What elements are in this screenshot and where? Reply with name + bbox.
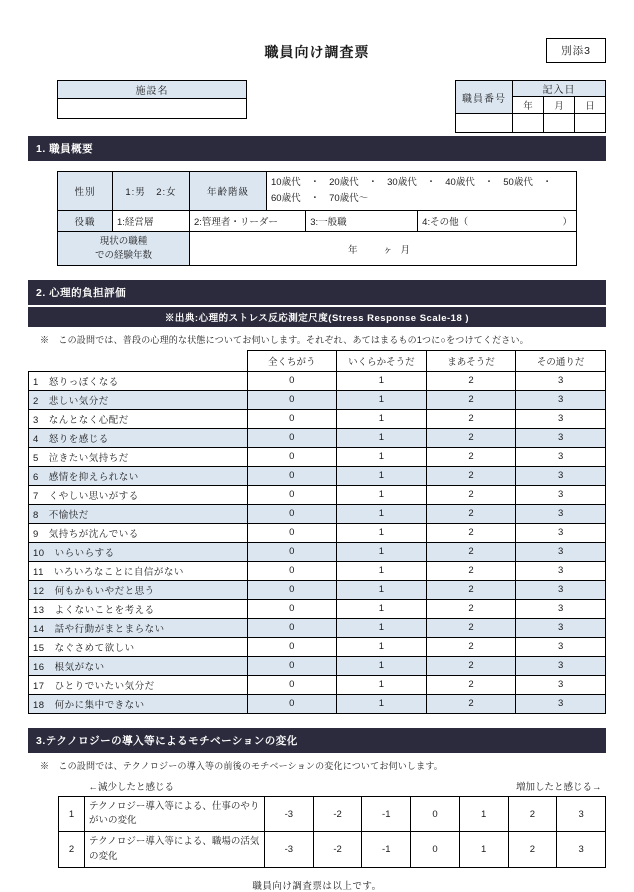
- table-row: [29, 390, 606, 409]
- answer-cell-3[interactable]: 3: [516, 428, 606, 447]
- answer-cell-0[interactable]: 0: [247, 694, 337, 713]
- answer-cell-3[interactable]: 3: [516, 466, 606, 485]
- row-number: 1: [59, 796, 85, 832]
- answer-cell-2[interactable]: 2: [426, 599, 516, 618]
- answer-cell-0[interactable]: 0: [247, 523, 337, 542]
- answer-cell-3[interactable]: 3: [516, 675, 606, 694]
- question-label: 6 感情を抑えられない: [29, 466, 248, 485]
- answer-cell-2[interactable]: 2: [426, 637, 516, 656]
- scale-cell--3[interactable]: -3: [265, 796, 314, 832]
- answer-cell-1[interactable]: 1: [337, 447, 427, 466]
- answer-cell-2[interactable]: 2: [426, 580, 516, 599]
- section-2-note: ※ この設問では、普段の心理的な状態についてお伺いします。それぞれ、あてはまるもの1つに○をつけてください。: [40, 334, 529, 345]
- role-option-4-close: ）: [562, 217, 572, 229]
- answer-cell-0[interactable]: 0: [247, 542, 337, 561]
- table-row: [29, 466, 606, 485]
- scale-cell-3[interactable]: 3: [557, 796, 606, 832]
- question-label: 10 いらいらする: [29, 542, 248, 561]
- entry-date-label: 記入日: [513, 81, 606, 97]
- date-year-input[interactable]: [513, 114, 544, 133]
- top-info-row: [0, 80, 634, 122]
- scale-cell-0[interactable]: 0: [411, 832, 460, 868]
- answer-cell-1[interactable]: 1: [337, 466, 427, 485]
- section-2-subtitle: ※出典:心理的ストレス反応測定尺度(Stress Response Scale-18 ): [28, 307, 606, 327]
- table-row: [29, 675, 606, 694]
- question-label: 16 根気がない: [29, 656, 248, 675]
- answer-cell-0[interactable]: 0: [247, 504, 337, 523]
- col-header-1: いくらかそうだ: [337, 350, 427, 371]
- footer-text: 職員向け調査票は以上です。: [252, 880, 382, 892]
- scale-header-row: [59, 776, 606, 797]
- question-label: 18 何かに集中できない: [29, 694, 248, 713]
- question-label: 9 気持ちが沈んでいる: [29, 523, 248, 542]
- answer-cell-1[interactable]: 1: [337, 561, 427, 580]
- question-label: 2 悲しい気分だ: [29, 390, 248, 409]
- answer-cell-3[interactable]: 3: [516, 390, 606, 409]
- answer-cell-0[interactable]: 0: [247, 561, 337, 580]
- row-number: 2: [59, 832, 85, 868]
- table-row: [29, 428, 606, 447]
- role-option-2[interactable]: 2:管理者・リーダー: [190, 211, 306, 232]
- answer-cell-1[interactable]: 1: [337, 428, 427, 447]
- table-row: [29, 618, 606, 637]
- table-row: [29, 561, 606, 580]
- scale-left-label: ←減少したと感じる: [88, 781, 175, 793]
- table-row: [29, 542, 606, 561]
- scale-cell--2[interactable]: -2: [313, 832, 362, 868]
- answer-cell-1[interactable]: 1: [337, 694, 427, 713]
- answer-cell-3[interactable]: 3: [516, 637, 606, 656]
- col-header-0: 全くちがう: [247, 350, 337, 371]
- gender-value[interactable]: 1:男 2:女: [113, 172, 190, 211]
- age-options[interactable]: [267, 172, 577, 211]
- question-label: 15 なぐさめて欲しい: [29, 637, 248, 656]
- answer-cell-0[interactable]: 0: [247, 428, 337, 447]
- question-label: 1 怒りっぽくなる: [29, 371, 248, 390]
- answer-cell-3[interactable]: 3: [516, 523, 606, 542]
- attachment-label: 別添3: [546, 38, 606, 63]
- scale-cell-1[interactable]: 1: [459, 796, 508, 832]
- question-label: 8 不愉快だ: [29, 504, 248, 523]
- answer-cell-1[interactable]: 1: [337, 390, 427, 409]
- section-1-heading: 1. 職員概要: [28, 136, 606, 161]
- answer-cell-3[interactable]: 3: [516, 447, 606, 466]
- question-col-header: [29, 350, 248, 371]
- answer-cell-2[interactable]: 2: [426, 675, 516, 694]
- stress-questions-table: [28, 350, 606, 714]
- answer-cell-3[interactable]: 3: [516, 504, 606, 523]
- question-label: 11 いろいろなことに自信がない: [29, 561, 248, 580]
- answer-cell-2[interactable]: 2: [426, 694, 516, 713]
- staff-overview-table: [57, 171, 577, 266]
- answer-cell-1[interactable]: 1: [337, 637, 427, 656]
- section-3-note: ※ この設問では、テクノロジーの導入等の前後のモチベーションの変化についてお伺いします。: [40, 760, 444, 771]
- question-label: 13 よくないことを考える: [29, 599, 248, 618]
- scale-cell-2[interactable]: 2: [508, 832, 557, 868]
- answer-cell-1[interactable]: 1: [337, 504, 427, 523]
- gender-label: 性別: [58, 172, 113, 211]
- scale-spacer-4: [362, 776, 411, 797]
- scale-spacer-2: [265, 776, 314, 797]
- role-option-4[interactable]: [418, 211, 577, 232]
- table-row: [29, 599, 606, 618]
- answer-cell-3[interactable]: 3: [516, 561, 606, 580]
- row-label: テクノロジー導入等による、仕事のやりがいの変化: [85, 796, 265, 832]
- answer-cell-2[interactable]: 2: [426, 542, 516, 561]
- experience-label-line2: での経験年数: [94, 249, 152, 261]
- scale-spacer-5: [411, 776, 460, 797]
- section-3-heading: 3.テクノロジーの導入等によるモチベーションの変化: [28, 728, 606, 753]
- table-row: [29, 447, 606, 466]
- date-unit-day: 日: [575, 97, 606, 114]
- answer-cell-0[interactable]: 0: [247, 675, 337, 694]
- answer-cell-2[interactable]: 2: [426, 428, 516, 447]
- answer-cell-0[interactable]: 0: [247, 580, 337, 599]
- table-row: [29, 694, 606, 713]
- facility-table: [57, 80, 247, 119]
- table-row: [29, 637, 606, 656]
- answer-cell-2[interactable]: 2: [426, 504, 516, 523]
- answer-cell-0[interactable]: 0: [247, 599, 337, 618]
- question-label: 14 話や行動がまとまらない: [29, 618, 248, 637]
- staff-number-input[interactable]: [456, 114, 513, 133]
- scale-cell-1[interactable]: 1: [459, 832, 508, 868]
- col-header-3: その通りだ: [516, 350, 606, 371]
- answer-cell-1[interactable]: 1: [337, 409, 427, 428]
- age-options-line1: 10歳代 ・ 20歳代 ・ 30歳代 ・ 40歳代 ・ 50歳代 ・: [271, 177, 552, 188]
- answer-cell-0[interactable]: 0: [247, 390, 337, 409]
- answer-cell-1[interactable]: 1: [337, 523, 427, 542]
- facility-label: 施設名: [58, 81, 247, 99]
- scale-cell--2[interactable]: -2: [313, 796, 362, 832]
- date-day-input[interactable]: [575, 114, 606, 133]
- answer-cell-3[interactable]: 3: [516, 618, 606, 637]
- answer-cell-3[interactable]: 3: [516, 371, 606, 390]
- question-label: 12 何もかもいやだと思う: [29, 580, 248, 599]
- answer-cell-2[interactable]: 2: [426, 485, 516, 504]
- scale-cell--3[interactable]: -3: [265, 832, 314, 868]
- answer-cell-0[interactable]: 0: [247, 656, 337, 675]
- scale-right-label: 増加したと感じる→: [515, 781, 602, 793]
- scale-cell--1[interactable]: -1: [362, 796, 411, 832]
- role-label: 役職: [58, 211, 113, 232]
- experience-label-line1: 現状の職種: [99, 236, 148, 248]
- answer-cell-2[interactable]: 2: [426, 523, 516, 542]
- role-option-4-label: 4:その他（: [422, 217, 469, 229]
- answer-cell-1[interactable]: 1: [337, 371, 427, 390]
- answer-cell-1[interactable]: 1: [337, 542, 427, 561]
- answer-cell-3[interactable]: 3: [516, 656, 606, 675]
- answer-cell-2[interactable]: 2: [426, 447, 516, 466]
- question-label: 17 ひとりでいたい気分だ: [29, 675, 248, 694]
- scale-spacer: [59, 776, 85, 797]
- motivation-table: [58, 776, 606, 868]
- answer-cell-2[interactable]: 2: [426, 409, 516, 428]
- date-month-input[interactable]: [544, 114, 575, 133]
- page-title: 職員向け調査票: [264, 44, 370, 60]
- table-row: [29, 523, 606, 542]
- row-label: テクノロジー導入等による、職場の活気の変化: [85, 832, 265, 868]
- scale-cell--1[interactable]: -1: [362, 832, 411, 868]
- answer-cell-0[interactable]: 0: [247, 409, 337, 428]
- answer-cell-0[interactable]: 0: [247, 371, 337, 390]
- question-label: 4 怒りを感じる: [29, 428, 248, 447]
- scale-cell-3[interactable]: 3: [557, 832, 606, 868]
- table-row: [59, 796, 606, 832]
- answer-cell-1[interactable]: 1: [337, 485, 427, 504]
- table-row: [29, 580, 606, 599]
- role-option-1[interactable]: 1:経営層: [113, 211, 190, 232]
- answer-cell-3[interactable]: 3: [516, 694, 606, 713]
- date-unit-year: 年: [513, 97, 544, 114]
- answer-cell-2[interactable]: 2: [426, 618, 516, 637]
- answer-cell-3[interactable]: 3: [516, 599, 606, 618]
- section-2-heading: 2. 心理的負担評価: [28, 280, 606, 305]
- experience-label: [58, 232, 190, 266]
- col-header-2: まあそうだ: [426, 350, 516, 371]
- age-options-line2: 60歳代 ・ 70歳代～: [271, 193, 369, 205]
- table-row: [29, 409, 606, 428]
- answer-cell-2[interactable]: 2: [426, 390, 516, 409]
- facility-input[interactable]: [58, 99, 247, 119]
- answer-cell-0[interactable]: 0: [247, 447, 337, 466]
- answer-cell-0[interactable]: 0: [247, 485, 337, 504]
- answer-cell-3[interactable]: 3: [516, 580, 606, 599]
- table-row: [29, 504, 606, 523]
- date-unit-month: 月: [544, 97, 575, 114]
- table-row: [29, 656, 606, 675]
- scale-spacer-6: [459, 776, 508, 797]
- section-1-body: [57, 171, 577, 266]
- table-row: [29, 485, 606, 504]
- answer-cell-1[interactable]: 1: [337, 599, 427, 618]
- question-label: 7 くやしい思いがする: [29, 485, 248, 504]
- staff-number-table: [455, 80, 606, 133]
- scale-spacer-3: [313, 776, 362, 797]
- section-3-body: [58, 776, 606, 868]
- scale-cell-0[interactable]: 0: [411, 796, 460, 832]
- answer-cell-3[interactable]: 3: [516, 485, 606, 504]
- answer-cell-3[interactable]: 3: [516, 542, 606, 561]
- scale-cell-2[interactable]: 2: [508, 796, 557, 832]
- table-row: [59, 832, 606, 868]
- answer-cell-2[interactable]: 2: [426, 561, 516, 580]
- section-2-body: [28, 350, 606, 714]
- answer-cell-3[interactable]: 3: [516, 409, 606, 428]
- question-label: 5 泣きたい気持ちだ: [29, 447, 248, 466]
- answer-cell-1[interactable]: 1: [337, 618, 427, 637]
- answer-cell-0[interactable]: 0: [247, 466, 337, 485]
- answer-cell-1[interactable]: 1: [337, 580, 427, 599]
- table-row: [29, 371, 606, 390]
- role-option-3[interactable]: 3:一般職: [306, 211, 418, 232]
- answer-cell-2[interactable]: 2: [426, 466, 516, 485]
- age-label: 年齢階級: [190, 172, 267, 211]
- answer-cell-1[interactable]: 1: [337, 675, 427, 694]
- answer-cell-1[interactable]: 1: [337, 656, 427, 675]
- table-header-row: [29, 350, 606, 371]
- answer-cell-0[interactable]: 0: [247, 618, 337, 637]
- answer-cell-2[interactable]: 2: [426, 371, 516, 390]
- answer-cell-0[interactable]: 0: [247, 637, 337, 656]
- staff-number-label: 職員番号: [456, 81, 513, 114]
- question-label: 3 なんとなく心配だ: [29, 409, 248, 428]
- experience-value[interactable]: 年 ヶ月: [190, 232, 577, 266]
- answer-cell-2[interactable]: 2: [426, 656, 516, 675]
